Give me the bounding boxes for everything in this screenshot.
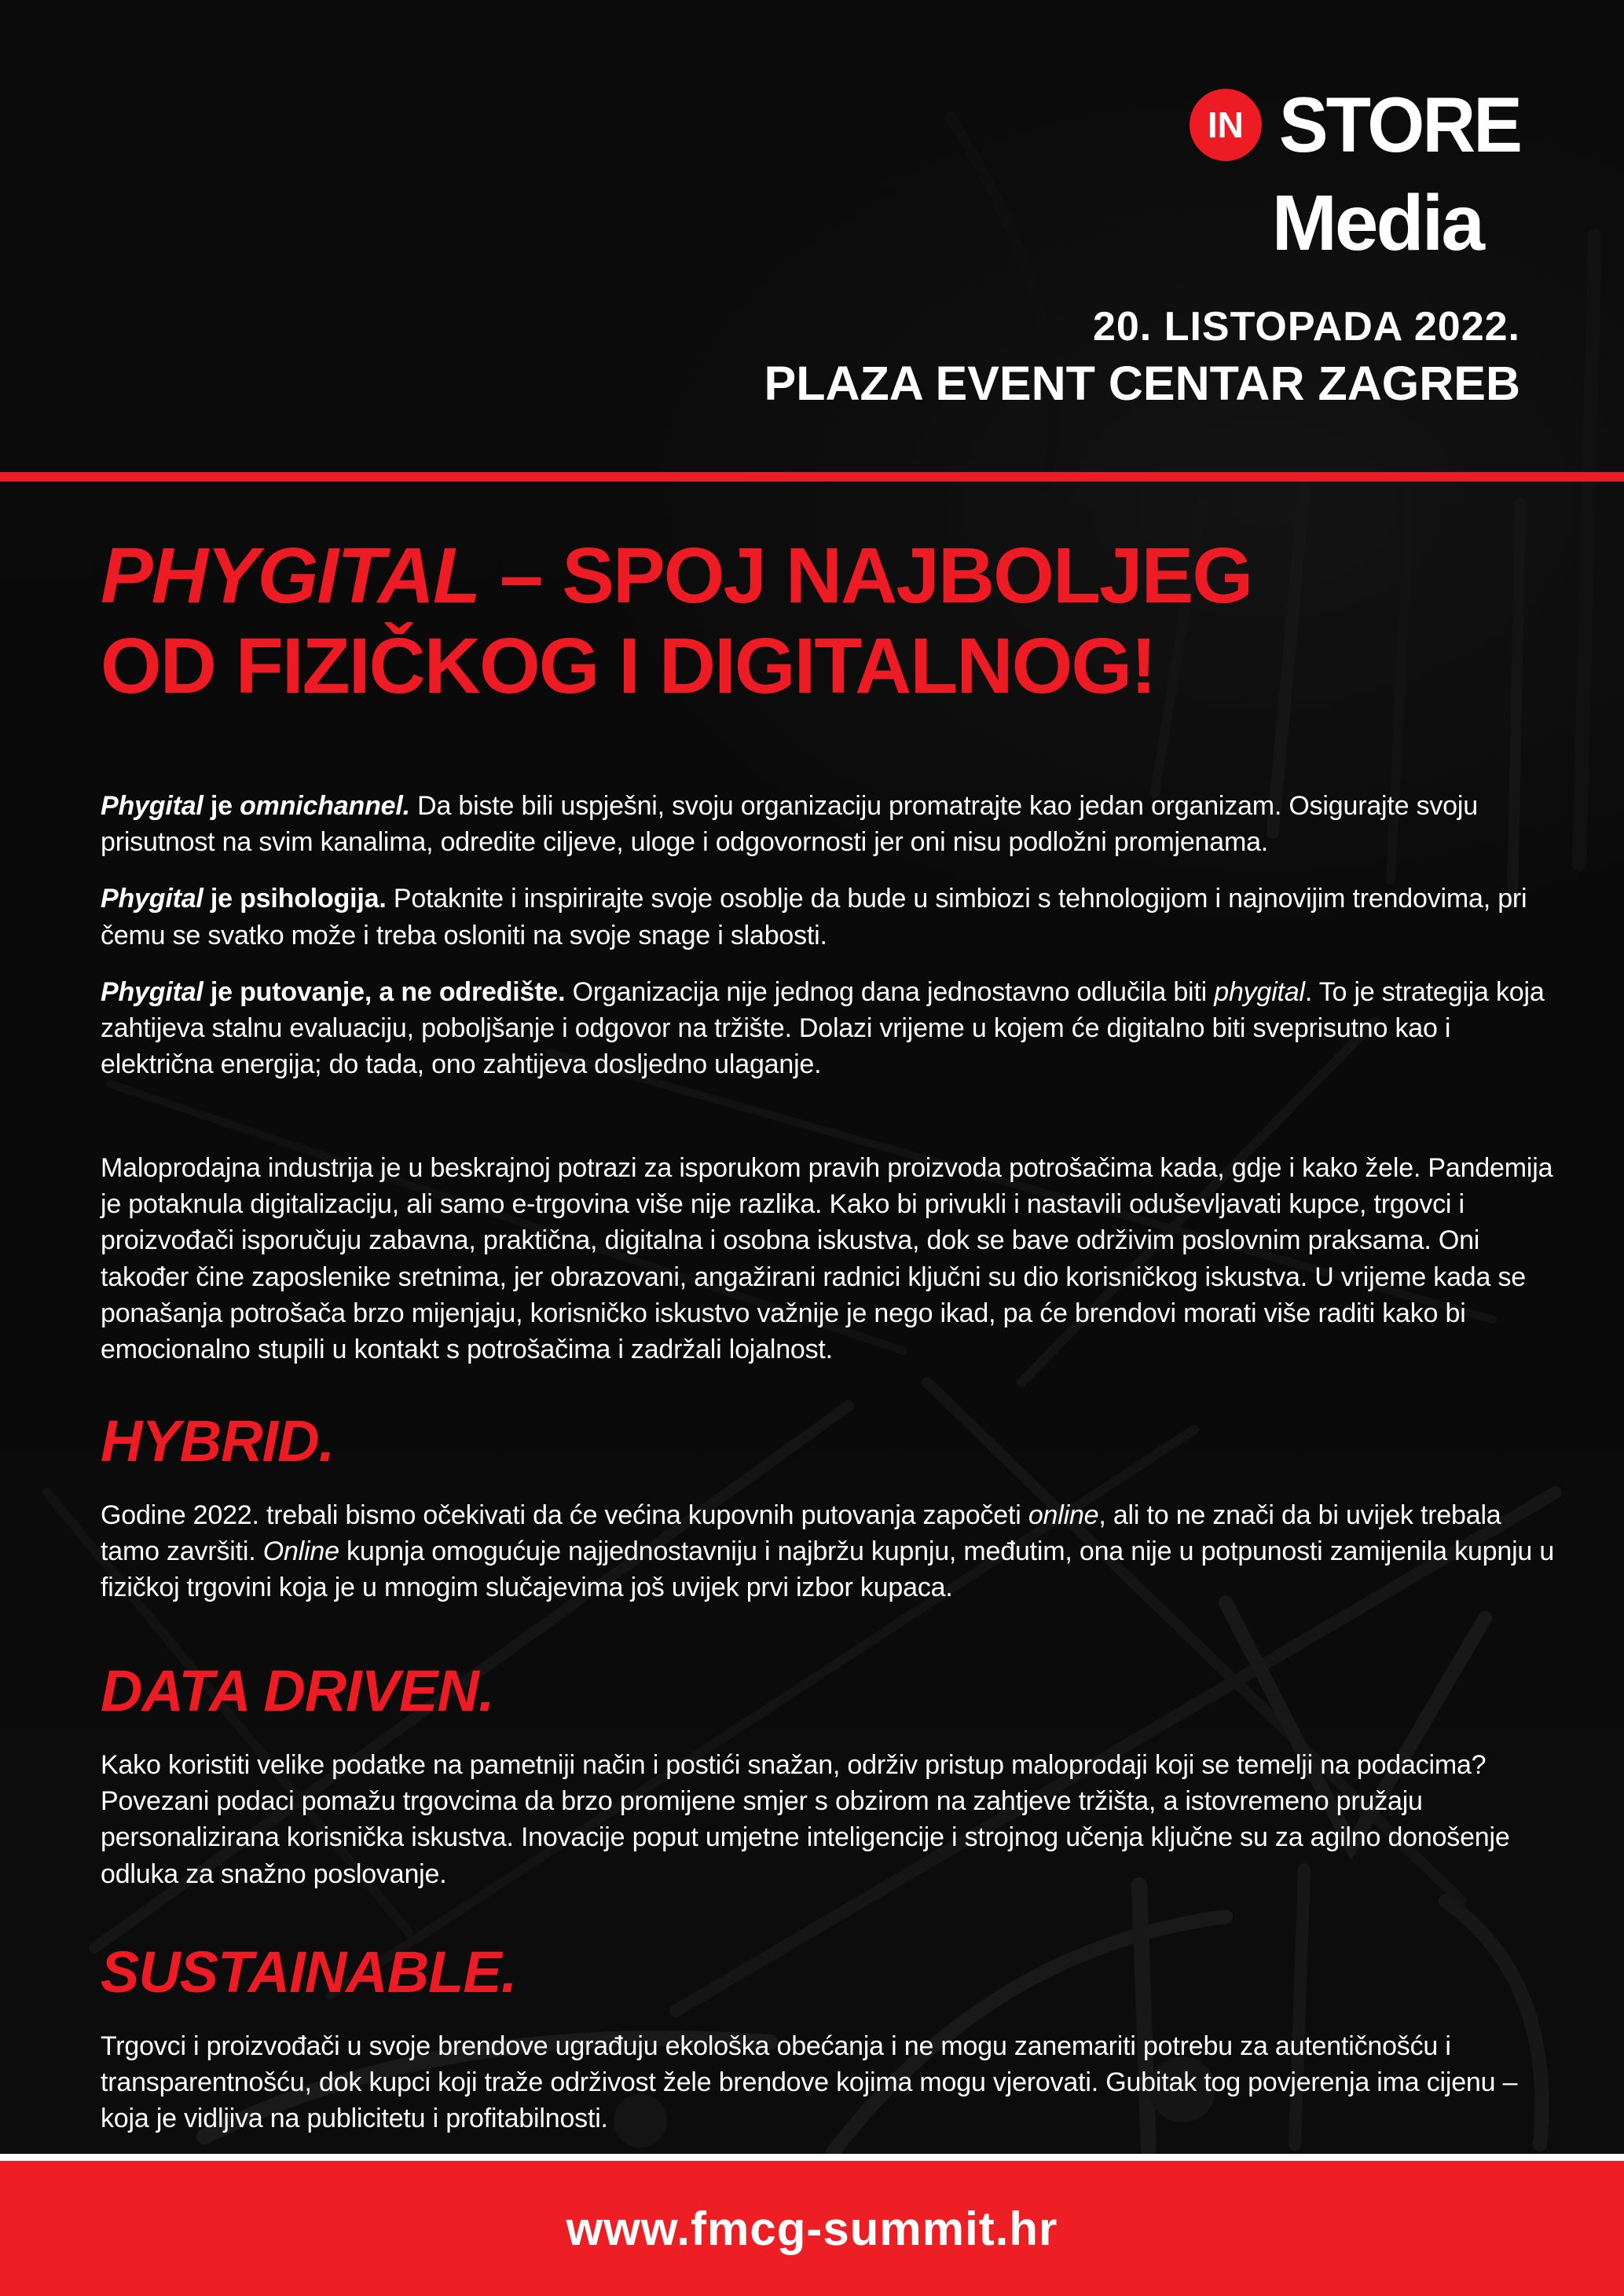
- hybrid-paragraph: Godine 2022. trebali bismo očekivati da će većina kupovnih putovanja započeti online, ali to ne znači da bi uvijek trebala tamo završiti. Online kupnja omogućuje najjednostavniju i najbržu kupnju, međutim, ona nije u potpunosti zamijenila kupnju u fizičkoj trgovini koja je u mnogim slučajevima još uvijek prvi izbor kupaca.: [101, 1500, 1555, 1603]
- section-sustainable: [101, 1939, 1559, 2137]
- red-divider-line: [0, 472, 1624, 482]
- section-hybrid: [101, 1408, 1559, 1606]
- data-driven-heading: DATA DRIVEN.: [101, 1658, 494, 1723]
- title-line-1: [101, 531, 1252, 621]
- title-phygital-word: PHYGITAL: [101, 532, 480, 620]
- event-meta: [764, 305, 1520, 410]
- website-url: www.fmcg-summit.hr: [566, 2202, 1058, 2255]
- store-logo-text: STORE: [1278, 80, 1520, 169]
- retail-industry-section: [101, 1150, 1559, 1368]
- hybrid-heading: HYBRID.: [101, 1408, 335, 1474]
- sustainable-paragraph: Trgovci i proizvođači u svoje brendove ugrađuju ekološka obećanja i ne mogu zanemariti potrebu za autentičnošću i transparentnošću, dok kupci koji traže održivost žele brendove kojima mogu vjerovati. Gubitak tog povjerenja ima cijenu – koja je vidljiva na publicitetu i profitabilnosti.: [101, 2031, 1518, 2134]
- intro-paragraph-psihologija: Phygital je psihologija. Potaknite i inspirirajte svoje osoblje da bude u simbiozi s tehnologijom i najnovijim trendovima, pri čemu se svatko može i treba osloniti na svoje snage i slabosti.: [101, 884, 1527, 950]
- title-line-2: OD FIZIČKOG I DIGITALNOG!: [101, 622, 1156, 710]
- intro-section: [101, 788, 1559, 1083]
- in-logo-badge: [1190, 89, 1262, 161]
- event-venue: PLAZA EVENT CENTAR ZAGREB: [764, 357, 1520, 411]
- media-logo-text: Media: [1271, 179, 1483, 267]
- data-driven-paragraph: Kako koristiti velike podatke na pametniji način i postići snažan, održiv pristup maloprodaji koji se temelji na podacima? Povezani podaci pomažu trgovcima da brzo promijene smjer s obzirom na zahtjeve tržišta, a istovremeno pružaju personalizirana korisnička iskustva. Inovacije poput umjetne inteligencije i strojnog učenja ključne su za agilno donošenje odluka za snažno poslovanje.: [101, 1750, 1510, 1889]
- white-separator-strip: [0, 2154, 1624, 2161]
- event-date: 20. LISTOPADA 2022.: [1092, 304, 1520, 350]
- section-data-driven: [101, 1658, 1559, 1892]
- intro-paragraph-omnichannel: Phygital je omnichannel. Da biste bili uspješni, svoju organizaciju promatrajte kao jedan organizam. Osigurajte svoju prisutnost na svim kanalima, odredite ciljeve, uloge i odgovornosti jer oni nisu podložni promjenama.: [101, 791, 1478, 858]
- footer-red-bar: [0, 2161, 1624, 2296]
- sustainable-heading: SUSTAINABLE.: [101, 1939, 517, 2005]
- instore-media-logo: [1190, 80, 1520, 267]
- in-logo-text: IN: [1207, 104, 1244, 145]
- instore-logo-row: [1190, 80, 1520, 169]
- retail-industry-paragraph: Maloprodajna industrija je u beskrajnoj potrazi za isporukom pravih proizvoda potrošačima kada, gdje i kako žele. Pandemija je potaknula digitalizaciju, ali samo e-trgovina više nije razlika. Kako bi privukli i nastavili oduševljavati kupce, trgovci i proizvođači isporučuju zabavna, praktična, digitalna i osobna iskustva, dok se bave održivim poslovnim praksama. Oni također čine zaposlenike sretnima, jer obrazovani, angažirani radnici ključni su dio korisničkog iskustva. U vrijeme kada se ponašanja potrošača brzo mijenjaju, korisničko iskustvo važnije je nego ikad, pa će brendovi morati više raditi kako bi emocionalno stupili u kontakt s potrošačima i zadržali lojalnost.: [101, 1153, 1553, 1365]
- page-title: [101, 531, 1252, 712]
- title-line-1-rest: – SPOJ NAJBOLJEG: [479, 532, 1252, 620]
- intro-paragraph-putovanje: Phygital je putovanje, a ne odredište. Organizacija nije jednog dana jednostavno odlučila biti phygital. To je strategija koja zahtijeva stalnu evaluaciju, poboljšanje i odgovor na tržište. Dolazi vrijeme u kojem će digitalno biti sveprisutno kao i električna energija; do tada, ono zahtijeva dosljedno ulaganje.: [101, 976, 1545, 1080]
